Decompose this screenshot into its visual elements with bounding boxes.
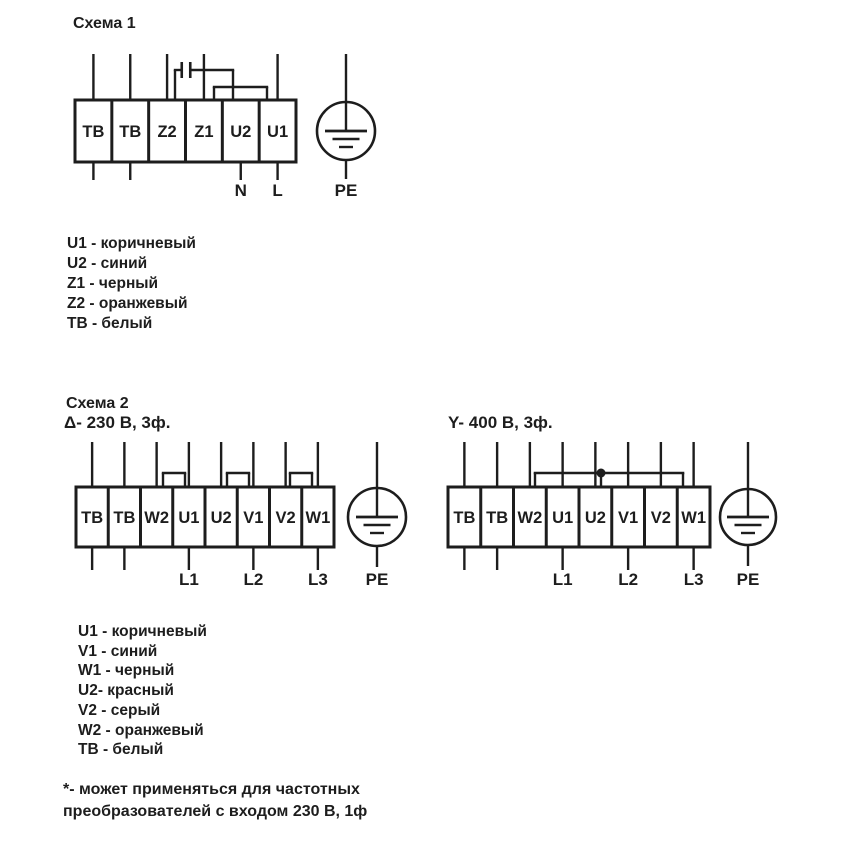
- terminal-label: U1: [267, 123, 289, 141]
- scheme1-legend: [67, 234, 196, 334]
- wire-label: PE: [334, 181, 358, 200]
- wire-label: L3: [683, 570, 704, 589]
- terminal-label: ТВ: [113, 509, 136, 527]
- terminal-label: ТВ: [453, 509, 476, 527]
- junction-dot: [597, 469, 606, 478]
- wire-label: L1: [178, 570, 199, 589]
- legend-line: U1 - коричневый: [67, 235, 196, 252]
- pe-symbol: [720, 442, 776, 589]
- legend-line: U1 - коричневый: [78, 623, 207, 640]
- legend-line: ТВ - белый: [67, 315, 153, 332]
- terminal-label: U2: [584, 509, 606, 527]
- terminal-label: V2: [275, 509, 296, 527]
- scheme2-delta-subtitle: Δ- 230 В, 3ф.: [64, 413, 171, 432]
- legend-line: ТВ - белый: [78, 741, 164, 759]
- legend-line: W2 - оранжевый: [78, 721, 204, 739]
- scheme2-title: Схема 2: [66, 395, 129, 412]
- scheme2-star-subtitle: Y- 400 В, 3ф.: [448, 413, 553, 432]
- legend-line: W1 - черный: [78, 662, 175, 680]
- legend-line: V2 - серый: [78, 701, 161, 719]
- terminal-label: Z1: [194, 123, 214, 141]
- terminal-label: ТВ: [119, 123, 142, 141]
- terminal-label: ТВ: [486, 509, 509, 527]
- pe-symbol: [317, 54, 375, 200]
- footnote-line: *- может применяться для частотных: [63, 781, 360, 798]
- wire-label: L: [272, 181, 283, 200]
- terminal-label: W2: [144, 509, 169, 527]
- footnote: [63, 779, 367, 822]
- terminal-label: V1: [618, 509, 639, 527]
- scheme2-star-terminal-block: [448, 442, 776, 589]
- terminal-label: W2: [517, 509, 543, 527]
- footnote-line: преобразователей с входом 230 В, 1ф: [63, 802, 368, 820]
- legend-line: V1 - синий: [78, 642, 158, 660]
- terminal-label: U2: [210, 509, 232, 527]
- scheme2-delta-terminal-block: [76, 442, 406, 589]
- terminal-label: V1: [243, 509, 264, 527]
- legend-line: U2 - синий: [67, 255, 148, 272]
- legend-line: Z1 - черный: [67, 275, 159, 292]
- wire-label: PE: [736, 570, 760, 589]
- wire-label: PE: [365, 570, 389, 589]
- wire-label: L2: [618, 570, 639, 589]
- wire-label: N: [234, 181, 247, 200]
- terminal-label: U1: [552, 509, 574, 527]
- wire-label: L1: [552, 570, 573, 589]
- scheme2-legend: [78, 622, 207, 760]
- terminal-label: ТВ: [82, 123, 105, 141]
- terminal-label: W1: [681, 509, 706, 527]
- terminal-label: W1: [305, 509, 331, 527]
- terminal-label: ТВ: [81, 509, 104, 527]
- terminal-label: U1: [178, 509, 200, 527]
- scheme1-terminal-block: [75, 54, 375, 200]
- terminal-label: Z2: [157, 123, 177, 141]
- legend-line: Z2 - оранжевый: [67, 295, 188, 312]
- terminal-label: U2: [230, 123, 252, 141]
- scheme1-title: Схема 1: [73, 15, 136, 32]
- wire-label: L2: [243, 570, 264, 589]
- legend-line: U2- красный: [78, 682, 174, 700]
- terminal-label: V2: [650, 509, 671, 527]
- wire-label: L3: [307, 570, 328, 589]
- pe-symbol: [348, 442, 406, 589]
